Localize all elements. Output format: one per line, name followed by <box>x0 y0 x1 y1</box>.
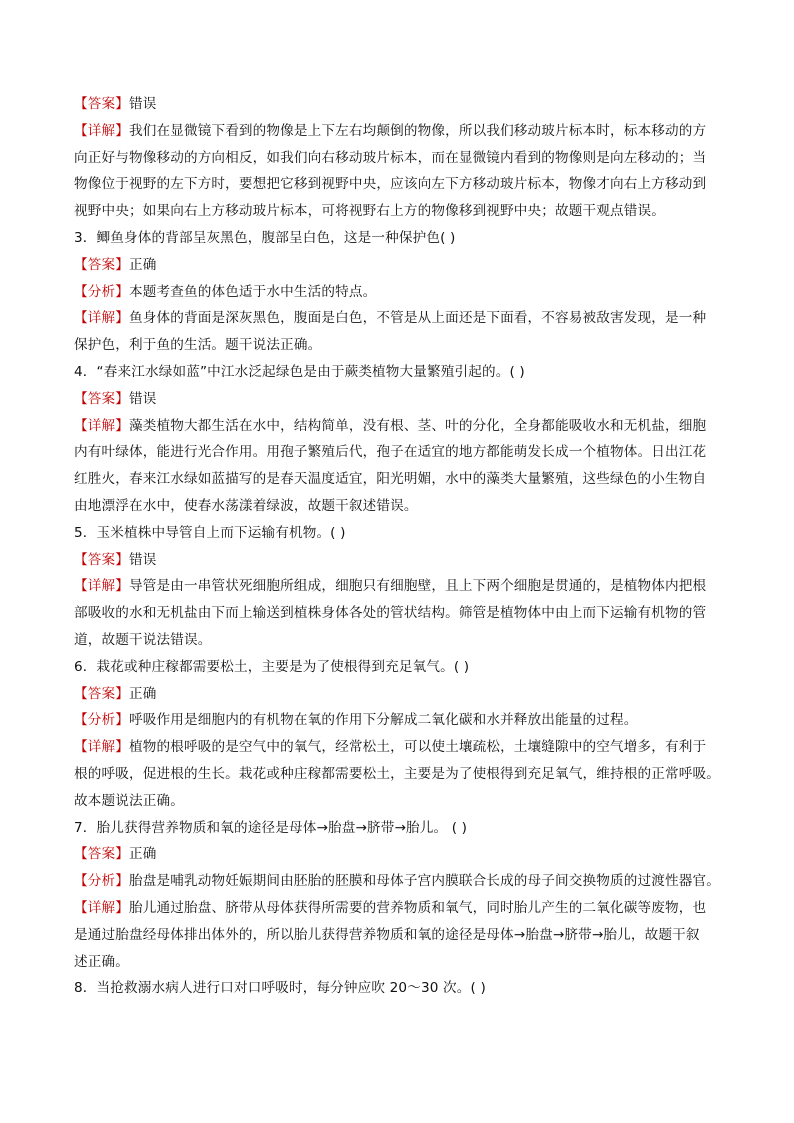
analysis-text: 呼吸作用是细胞内的有机物在氧的作用下分解成二氧化碳和水并释放出能量的过程。 <box>128 712 638 729</box>
analysis-text: 胎盘是哺乳动物妊娠期间由胚胎的胚膜和母体子宫内膜联合长成的母子间交换物质的过渡性器官。 <box>128 873 720 890</box>
analysis-line <box>74 707 734 734</box>
detail-text: 胎儿通过胎盘、脐带从母体获得所需要的营养物质和氧气，同时胎儿产生的二氧化碳等废物，也 <box>128 899 707 916</box>
question-line: 8．当抢救溺水病人进行口对口呼吸时，每分钟应吹 20～30 次。( ) <box>74 980 486 997</box>
detail-tag: 【详解】 <box>74 417 129 434</box>
detail-text: 述正确。 <box>74 953 129 970</box>
answer-text: 错误 <box>128 390 157 407</box>
detail-text: 根的呼吸，促进根的生长。栽花或种庄稼都需要松土，主要是为了使根得到充足氧气，维持根的正常呼吸。 <box>74 765 720 782</box>
question-line: 5．玉米植株中导管自上而下运输有机物。( ) <box>74 524 346 541</box>
document-content <box>74 91 734 1002</box>
detail-line <box>74 171 734 198</box>
answer-tag: 【答案】 <box>74 256 129 273</box>
detail-line <box>74 922 734 949</box>
analysis-tag: 【分析】 <box>74 283 129 300</box>
detail-line <box>74 949 734 976</box>
detail-line <box>74 466 734 493</box>
detail-text: 视野中央；如果向右上方移动玻片标本，可将视野右上方的物像移到视野中央；故题干观点错误。 <box>74 203 665 220</box>
detail-text: 鱼身体的背面是深灰黑色，腹面是白色，不管是从上面还是下面看，不容易被敌害发现，是一种 <box>128 310 707 327</box>
detail-text: 内有叶绿体，能进行光合作用。用孢子繁殖后代，孢子在适宜的地方都能萌发长成一个植物体。日出江花 <box>74 444 707 461</box>
analysis-tag: 【分析】 <box>74 712 129 729</box>
detail-text: 藻类植物大都生活在水中，结构简单，没有根、茎、叶的分化，全身都能吸收水和无机盐，细胞 <box>128 417 707 434</box>
detail-line <box>74 198 734 225</box>
detail-tag: 【详解】 <box>74 739 129 756</box>
analysis-tag: 【分析】 <box>74 873 129 890</box>
answer-tag: 【答案】 <box>74 96 129 112</box>
answer-line <box>74 547 734 574</box>
detail-text: 植物的根呼吸的是空气中的氧气，经常松土，可以使土壤疏松，土壤缝隙中的空气增多，有利于 <box>128 739 707 756</box>
detail-tag: 【详解】 <box>74 899 129 916</box>
detail-tag: 【详解】 <box>74 578 129 595</box>
analysis-line <box>74 279 734 306</box>
detail-line <box>74 600 734 627</box>
answer-line <box>74 91 734 118</box>
detail-text: 是通过胎盘经母体排出体外的，所以胎儿获得营养物质和氧的途径是母体→胎盘→脐带→胎儿，故题干叙 <box>74 926 700 943</box>
question-line: 7．胎儿获得营养物质和氧的途径是母体→胎盘→脐带→胎儿。 ( ) <box>74 819 468 836</box>
answer-line <box>74 841 734 868</box>
detail-tag: 【详解】 <box>74 122 129 139</box>
detail-line <box>74 573 734 600</box>
question-line: 6．栽花或种庄稼都需要松土，主要是为了使根得到充足氧气。( ) <box>74 658 470 675</box>
detail-text: 由地漂浮在水中，使春水荡漾着绿波，故题干叙述错误。 <box>74 497 418 514</box>
answer-text: 正确 <box>128 256 157 273</box>
detail-line <box>74 439 734 466</box>
answer-line <box>74 386 734 413</box>
analysis-text: 本题考查鱼的体色适于水中生活的特点。 <box>128 283 377 300</box>
answer-text: 正确 <box>128 846 157 863</box>
question-line: 4．“春来江水绿如蓝”中江水泛起绿色是由于蕨类植物大量繁殖引起的。( ) <box>74 363 525 380</box>
detail-text: 红胜火，春来江水绿如蓝描写的是春天温度适宜，阳光明媚，水中的藻类大量繁殖，这些绿色的小生物自 <box>74 471 707 488</box>
detail-line <box>74 734 734 761</box>
detail-line <box>74 145 734 172</box>
detail-text: 保护色，利于鱼的生活。题干说法正确。 <box>74 337 322 354</box>
answer-text: 正确 <box>128 685 157 702</box>
answer-tag: 【答案】 <box>74 551 129 568</box>
detail-line <box>74 493 734 520</box>
detail-text: 导管是由一串管状死细胞所组成，细胞只有细胞壁，且上下两个细胞是贯通的，是植物体内把根 <box>128 578 707 595</box>
detail-line <box>74 761 734 788</box>
answer-text: 错误 <box>128 551 157 568</box>
detail-line <box>74 332 734 359</box>
detail-text: 物像位于视野的左下方时，要想把它移到视野中央，应该向左下方移动玻片标本，物像才向右上方移动到 <box>74 176 707 193</box>
detail-line <box>74 118 734 145</box>
detail-text: 我们在显微镜下看到的物像是上下左右均颠倒的物像，所以我们移动玻片标本时，标本移动的方 <box>128 122 707 139</box>
question-line: 3．鲫鱼身体的背部呈灰黑色，腹部呈白色，这是一种保护色( ) <box>74 229 456 246</box>
answer-tag: 【答案】 <box>74 390 129 407</box>
detail-line <box>74 305 734 332</box>
detail-line <box>74 895 734 922</box>
detail-text: 故本题说法正确。 <box>74 792 184 809</box>
detail-line <box>74 627 734 654</box>
answer-text: 错误 <box>128 96 157 112</box>
detail-tag: 【详解】 <box>74 310 129 327</box>
detail-text: 部吸收的水和无机盐由下而上输送到植株身体各处的管状结构。筛管是植物体中由上而下运输有机物的管 <box>74 605 707 622</box>
detail-text: 向正好与物像移动的方向相反，如我们向右移动玻片标本，而在显微镜内看到的物像则是向左移动的；当 <box>74 149 707 166</box>
answer-line <box>74 252 734 279</box>
detail-line <box>74 413 734 440</box>
detail-line <box>74 788 734 815</box>
answer-tag: 【答案】 <box>74 685 129 702</box>
detail-text: 道，故题干说法错误。 <box>74 631 212 648</box>
answer-line <box>74 681 734 708</box>
answer-tag: 【答案】 <box>74 846 129 863</box>
analysis-line <box>74 868 734 895</box>
